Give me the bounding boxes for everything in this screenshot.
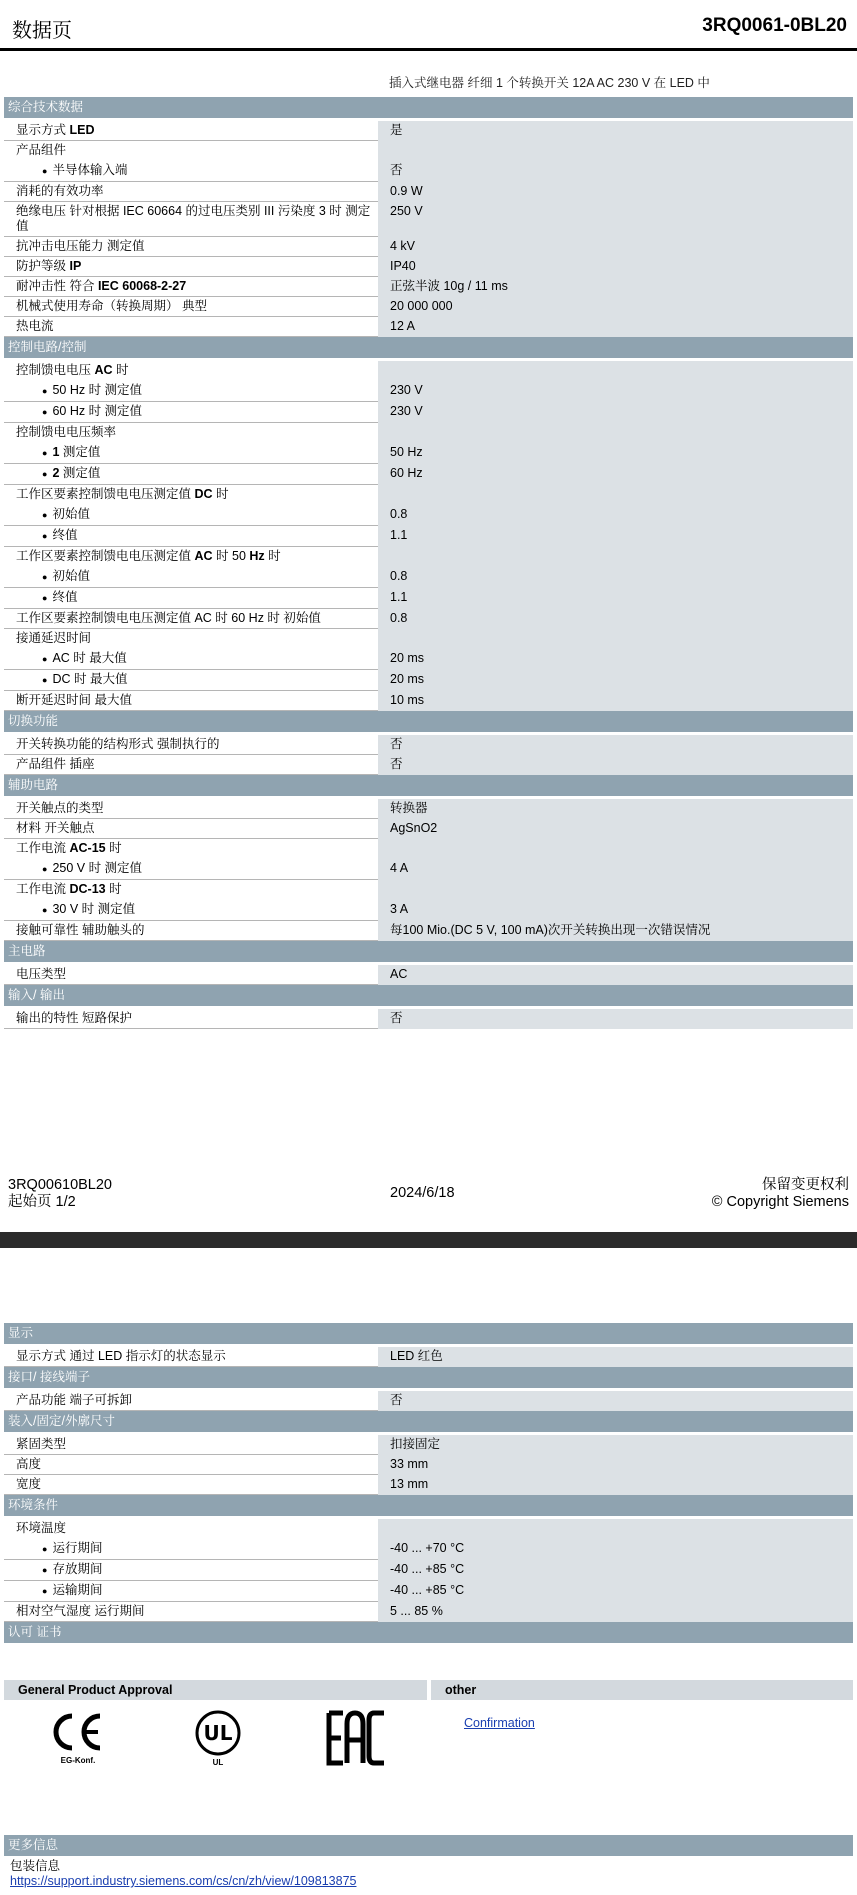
spec-label-text: 电压类型 [16, 967, 67, 981]
packaging-info-label: 包装信息 [10, 1859, 61, 1873]
spec-value: 正弦半波 10g / 11 ms [378, 277, 853, 297]
spec-label-text: 显示方式 LED [16, 123, 95, 137]
bullet-icon: ● [42, 1565, 48, 1575]
bullet-icon: ● [42, 864, 48, 874]
spec-label-text: 工作电流 DC-13 时 [16, 882, 122, 896]
spec-table-page-1 [4, 97, 853, 1029]
spec-label-text: 控制馈电电压频率 [16, 425, 117, 439]
spec-row [4, 237, 853, 257]
spec-value: -40 ... +70 °C [378, 1539, 853, 1560]
spec-label [4, 121, 378, 141]
spec-row [4, 755, 853, 775]
ul-mark-logo [194, 1710, 242, 1767]
bullet-icon: ● [42, 905, 48, 915]
spec-label [4, 161, 378, 182]
spec-row [4, 691, 853, 711]
spec-label-text: 相对空气湿度 运行期间 [16, 1604, 145, 1618]
page-break [0, 1232, 857, 1248]
bullet-icon: ● [42, 386, 48, 396]
spec-value: 230 V [378, 402, 853, 423]
spec-label [4, 1539, 378, 1560]
spec-value: 20 ms [378, 670, 853, 691]
spec-label [4, 921, 378, 941]
spec-label [4, 691, 378, 711]
section-header: 装入/固定/外廓尺寸 [4, 1411, 853, 1432]
spec-label [4, 547, 378, 567]
spec-row [4, 202, 853, 237]
spec-label [4, 1560, 378, 1581]
spec-row [4, 423, 853, 443]
spec-row [4, 670, 853, 691]
spec-label-text: 输出的特性 短路保护 [16, 1011, 132, 1025]
spec-value [378, 141, 853, 161]
confirmation-link[interactable]: Confirmation [464, 1716, 535, 1730]
approval-col-general: General Product Approval [4, 1680, 427, 1700]
spec-label-text: 工作区要素控制馈电电压测定值 AC 时 50 Hz 时 [16, 549, 281, 563]
spec-value: 20 ms [378, 649, 853, 670]
bullet-icon: ● [42, 572, 48, 582]
spec-row [4, 277, 853, 297]
spec-row [4, 1435, 853, 1455]
spec-label-text: 工作电流 AC-15 时 [16, 841, 122, 855]
spec-label [4, 297, 378, 317]
spec-value: -40 ... +85 °C [378, 1581, 853, 1602]
spec-label [4, 257, 378, 277]
spec-label-text: 断开延迟时间 最大值 [16, 693, 132, 707]
spec-label [4, 1455, 378, 1475]
spec-label-text: 1 测定值 [52, 445, 101, 459]
spec-label-text: 高度 [16, 1457, 42, 1471]
spec-value: 否 [378, 1009, 853, 1029]
spec-row [4, 629, 853, 649]
spec-label-text: 绝缘电压 针对根据 IEC 60664 的过电压类别 III 污染度 3 时 测定值 [16, 204, 371, 233]
spec-row [4, 547, 853, 567]
spec-label [4, 629, 378, 649]
spec-label [4, 464, 378, 485]
spec-row [4, 839, 853, 859]
spec-row [4, 121, 853, 141]
spec-label-text: 产品组件 插座 [16, 757, 95, 771]
bullet-icon: ● [42, 593, 48, 603]
bullet-icon: ● [42, 469, 48, 479]
spec-value: 12 A [378, 317, 853, 337]
spec-label-text: DC 时 最大值 [52, 672, 128, 686]
spec-label-text: 紧固类型 [16, 1437, 67, 1451]
spec-value: 否 [378, 735, 853, 755]
page-title: 数据页 [12, 20, 72, 42]
spec-table-page-2 [4, 1323, 853, 1646]
eac-icon [326, 1710, 388, 1766]
spec-label-text: 控制馈电电压 AC 时 [16, 363, 129, 377]
approvals-block [4, 1680, 853, 1821]
spec-label-text: 初始值 [52, 507, 90, 521]
spec-row [4, 735, 853, 755]
spec-label-text: AC 时 最大值 [52, 651, 127, 665]
spec-value: 否 [378, 755, 853, 775]
spec-label-text: 运行期间 [52, 1541, 103, 1555]
section-header: 切换功能 [4, 711, 853, 732]
spec-value [378, 880, 853, 900]
bullet-icon: ● [42, 166, 48, 176]
spec-label-text: 工作区要素控制馈电电压测定值 DC 时 [16, 487, 229, 501]
bullet-icon: ● [42, 407, 48, 417]
spec-label-text: 半导体输入端 [52, 163, 128, 177]
product-code: 3RQ0061-0BL20 [702, 15, 847, 36]
spec-value [378, 423, 853, 443]
packaging-info-link[interactable]: https://support.industry.siemens.com/cs/cn/zh/view/109813875 [10, 1874, 357, 1888]
spec-label-text: 250 V 时 测定值 [52, 861, 143, 875]
spec-value: AC [378, 965, 853, 985]
spec-value: IP40 [378, 257, 853, 277]
spec-row [4, 609, 853, 629]
spec-row [4, 588, 853, 609]
bullet-icon: ● [42, 654, 48, 664]
spec-label-text: 终值 [52, 590, 78, 604]
spec-label [4, 317, 378, 337]
bullet-icon: ● [42, 531, 48, 541]
spec-value [378, 547, 853, 567]
spec-row [4, 182, 853, 202]
spec-label [4, 799, 378, 819]
spec-label-text: 初始值 [52, 569, 90, 583]
spec-row [4, 526, 853, 547]
bullet-icon: ● [42, 1544, 48, 1554]
spec-label-text: 材料 开关触点 [16, 821, 95, 835]
spec-label [4, 237, 378, 257]
spec-value [378, 361, 853, 381]
spec-label [4, 443, 378, 464]
spec-label [4, 735, 378, 755]
spec-value [378, 1519, 853, 1539]
spec-value: 0.8 [378, 567, 853, 588]
section-header-more-info: 更多信息 [4, 1835, 853, 1856]
spec-row [4, 649, 853, 670]
spec-row [4, 1602, 853, 1622]
spec-row [4, 1560, 853, 1581]
footer-page: 起始页 1/2 [8, 1194, 76, 1210]
section-header: 主电路 [4, 941, 853, 962]
spec-row [4, 381, 853, 402]
spec-label-text: 开关触点的类型 [16, 801, 104, 815]
spec-row [4, 1455, 853, 1475]
bullet-icon: ● [42, 675, 48, 685]
spec-row [4, 317, 853, 337]
spec-value: 5 ... 85 % [378, 1602, 853, 1622]
spec-label [4, 588, 378, 609]
spec-row [4, 464, 853, 485]
spec-label [4, 649, 378, 670]
spec-label-text: 抗冲击电压能力 测定值 [16, 239, 145, 253]
spec-value: -40 ... +85 °C [378, 1560, 853, 1581]
spec-row [4, 1539, 853, 1560]
spec-value: 是 [378, 121, 853, 141]
spec-label [4, 1391, 378, 1411]
spec-value: 33 mm [378, 1455, 853, 1475]
page-footer [8, 1177, 849, 1217]
spec-row [4, 900, 853, 921]
spec-row [4, 443, 853, 464]
spec-value: 4 A [378, 859, 853, 880]
spec-value: LED 红色 [378, 1347, 853, 1367]
spec-value: 1.1 [378, 588, 853, 609]
spec-label-text: 机械式使用寿命（转换周期） 典型 [16, 299, 207, 313]
section-header: 接口/ 接线端子 [4, 1367, 853, 1388]
spec-value: 60 Hz [378, 464, 853, 485]
spec-label-text: 宽度 [16, 1477, 42, 1491]
spec-value: 否 [378, 1391, 853, 1411]
spec-row [4, 1519, 853, 1539]
footer-rights: 保留变更权利 [762, 1177, 849, 1193]
spec-label [4, 1347, 378, 1367]
spec-row [4, 1391, 853, 1411]
spec-label-text: 环境温度 [16, 1521, 67, 1535]
spec-row [4, 161, 853, 182]
section-header: 综合技术数据 [4, 97, 853, 118]
spec-label [4, 1602, 378, 1622]
spec-row [4, 965, 853, 985]
spec-label [4, 402, 378, 423]
spec-value [378, 839, 853, 859]
spec-label-text: 2 测定值 [52, 466, 101, 480]
spec-value: 每100 Mio.(DC 5 V, 100 mA)次开关转换出现一次错误情况 [378, 921, 853, 941]
spec-label [4, 526, 378, 547]
ce-icon [48, 1710, 108, 1754]
spec-label [4, 505, 378, 526]
spec-row [4, 799, 853, 819]
spec-row [4, 1581, 853, 1602]
spec-value: 转换器 [378, 799, 853, 819]
spec-row [4, 485, 853, 505]
spec-value: 0.9 W [378, 182, 853, 202]
ce-mark-logo [48, 1710, 108, 1765]
spec-label [4, 1475, 378, 1495]
spec-value: 4 kV [378, 237, 853, 257]
eac-mark-logo [326, 1710, 388, 1768]
spec-value: 50 Hz [378, 443, 853, 464]
spec-row [4, 141, 853, 161]
ul-caption: UL [212, 1758, 224, 1767]
spec-row [4, 1009, 853, 1029]
footer-code: 3RQ00610BL20 [8, 1177, 112, 1193]
ul-icon [194, 1710, 242, 1756]
spec-label [4, 1581, 378, 1602]
spec-row [4, 257, 853, 277]
spec-value: 1.1 [378, 526, 853, 547]
spec-label [4, 609, 378, 629]
spec-label [4, 202, 378, 237]
spec-label-text: 防护等级 IP [16, 259, 82, 273]
product-description: 插入式继电器 纤细 1 个转换开关 12A AC 230 V 在 LED 中 [389, 76, 710, 90]
spec-label [4, 381, 378, 402]
bullet-icon: ● [42, 448, 48, 458]
spec-label [4, 900, 378, 921]
spec-label [4, 423, 378, 443]
spec-row [4, 880, 853, 900]
spec-label [4, 965, 378, 985]
footer-date: 2024/6/18 [390, 1185, 455, 1201]
section-header: 辅助电路 [4, 775, 853, 796]
spec-label-text: 产品功能 端子可拆卸 [16, 1393, 132, 1407]
spec-label [4, 880, 378, 900]
spec-label [4, 819, 378, 839]
section-header: 认可 证书 [4, 1622, 853, 1643]
spec-label-text: 终值 [52, 528, 78, 542]
spec-value: 230 V [378, 381, 853, 402]
spec-label [4, 361, 378, 381]
ce-caption: EG-Konf. [60, 1756, 96, 1765]
spec-label [4, 859, 378, 880]
footer-copyright: © Copyright Siemens [711, 1194, 849, 1210]
spec-row [4, 297, 853, 317]
more-info-block [4, 1835, 853, 1889]
approval-col-other: other [431, 1680, 853, 1700]
spec-value: 0.8 [378, 609, 853, 629]
spec-label [4, 485, 378, 505]
section-header: 输入/ 输出 [4, 985, 853, 1006]
spec-value: 250 V [378, 202, 853, 237]
spec-value: 3 A [378, 900, 853, 921]
spec-label-text: 接通延迟时间 [16, 631, 92, 645]
spec-label-text: 工作区要素控制馈电电压测定值 AC 时 60 Hz 时 初始值 [16, 611, 321, 625]
spec-label-text: 消耗的有效功率 [16, 184, 104, 198]
spec-label-text: 显示方式 通过 LED 指示灯的状态显示 [16, 1349, 226, 1363]
spec-value: 0.8 [378, 505, 853, 526]
spec-value: 13 mm [378, 1475, 853, 1495]
spec-label [4, 141, 378, 161]
spec-label [4, 182, 378, 202]
spec-label-text: 50 Hz 时 测定值 [52, 383, 143, 397]
spec-row [4, 505, 853, 526]
page-header [0, 0, 857, 51]
spec-label [4, 1009, 378, 1029]
spec-value: 扣接固定 [378, 1435, 853, 1455]
spec-value: 否 [378, 161, 853, 182]
spec-label [4, 277, 378, 297]
spec-row [4, 402, 853, 423]
bullet-icon: ● [42, 510, 48, 520]
section-header: 控制电路/控制 [4, 337, 853, 358]
spec-label [4, 1435, 378, 1455]
spec-label-text: 接触可靠性 辅助触头的 [16, 923, 145, 937]
spec-row [4, 361, 853, 381]
spec-label-text: 60 Hz 时 测定值 [52, 404, 143, 418]
spec-label-text: 耐冲击性 符合 IEC 60068-2-27 [16, 279, 187, 293]
spec-label [4, 839, 378, 859]
spec-value [378, 629, 853, 649]
spec-label-text: 热电流 [16, 319, 54, 333]
spec-value [378, 485, 853, 505]
spec-label [4, 755, 378, 775]
section-header: 环境条件 [4, 1495, 853, 1516]
spec-label [4, 567, 378, 588]
section-header: 显示 [4, 1323, 853, 1344]
spec-row [4, 1475, 853, 1495]
spec-label [4, 1519, 378, 1539]
spec-value: AgSnO2 [378, 819, 853, 839]
spec-row [4, 1347, 853, 1367]
svg-text:UL: UL [203, 1721, 233, 1745]
spec-row [4, 859, 853, 880]
spec-label-text: 30 V 时 测定值 [52, 902, 136, 916]
spec-value: 10 ms [378, 691, 853, 711]
approvals-header [4, 1680, 853, 1700]
spec-label-text: 产品组件 [16, 143, 67, 157]
spec-row [4, 567, 853, 588]
spec-label-text: 开关转换功能的结构形式 强制执行的 [16, 737, 220, 751]
spec-label-text: 运输期间 [52, 1583, 103, 1597]
spec-label-text: 存放期间 [52, 1562, 103, 1576]
spec-row [4, 819, 853, 839]
bullet-icon: ● [42, 1586, 48, 1596]
spec-row [4, 921, 853, 941]
spec-label [4, 670, 378, 691]
spec-value: 20 000 000 [378, 297, 853, 317]
